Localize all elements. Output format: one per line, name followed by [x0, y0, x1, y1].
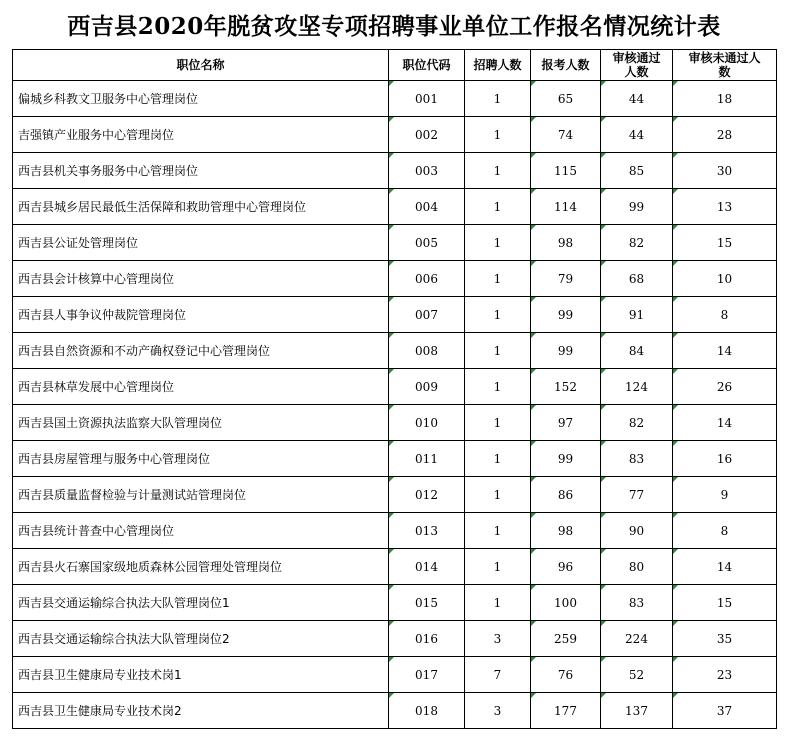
- cell-recruit: 1: [465, 81, 531, 117]
- cell-name: 西吉县卫生健康局专业技术岗2: [13, 693, 389, 729]
- cell-applied: 177: [531, 693, 601, 729]
- table-row: [13, 153, 777, 189]
- cell-code: 018: [389, 693, 465, 729]
- table-row: [13, 405, 777, 441]
- cell-name: 西吉县会计核算中心管理岗位: [13, 261, 389, 297]
- cell-recruit: 1: [465, 261, 531, 297]
- cell-failed: 8: [673, 297, 777, 333]
- cell-recruit: 1: [465, 369, 531, 405]
- cell-failed: 14: [673, 405, 777, 441]
- cell-recruit: 1: [465, 513, 531, 549]
- cell-code: 010: [389, 405, 465, 441]
- table-row: [13, 81, 777, 117]
- cell-name: 西吉县城乡居民最低生活保障和救助管理中心管理岗位: [13, 189, 389, 225]
- table-row: [13, 441, 777, 477]
- cell-passed: 83: [601, 585, 673, 621]
- cell-passed: 124: [601, 369, 673, 405]
- cell-passed: 82: [601, 405, 673, 441]
- cell-name: 西吉县统计普查中心管理岗位: [13, 513, 389, 549]
- cell-name: 西吉县卫生健康局专业技术岗1: [13, 657, 389, 693]
- cell-code: 004: [389, 189, 465, 225]
- cell-failed: 30: [673, 153, 777, 189]
- cell-name: 西吉县火石寨国家级地质森林公园管理处管理岗位: [13, 549, 389, 585]
- cell-name: 西吉县交通运输综合执法大队管理岗位1: [13, 585, 389, 621]
- cell-applied: 115: [531, 153, 601, 189]
- cell-applied: 86: [531, 477, 601, 513]
- cell-applied: 98: [531, 225, 601, 261]
- cell-passed: 82: [601, 225, 673, 261]
- cell-recruit: 1: [465, 477, 531, 513]
- cell-recruit: 1: [465, 333, 531, 369]
- table-row: [13, 297, 777, 333]
- cell-recruit: 1: [465, 117, 531, 153]
- cell-failed: 35: [673, 621, 777, 657]
- cell-code: 016: [389, 621, 465, 657]
- table-row: [13, 369, 777, 405]
- header-passed: [601, 50, 673, 81]
- cell-code: 009: [389, 369, 465, 405]
- cell-applied: 74: [531, 117, 601, 153]
- cell-code: 014: [389, 549, 465, 585]
- cell-failed: 37: [673, 693, 777, 729]
- cell-passed: 84: [601, 333, 673, 369]
- cell-failed: 23: [673, 657, 777, 693]
- cell-applied: 76: [531, 657, 601, 693]
- cell-applied: 152: [531, 369, 601, 405]
- cell-code: 012: [389, 477, 465, 513]
- cell-recruit: 1: [465, 297, 531, 333]
- cell-recruit: 3: [465, 621, 531, 657]
- cell-recruit: 1: [465, 441, 531, 477]
- cell-applied: 79: [531, 261, 601, 297]
- cell-passed: 91: [601, 297, 673, 333]
- cell-recruit: 7: [465, 657, 531, 693]
- header-name: 职位名称: [13, 50, 389, 81]
- cell-name: 西吉县公证处管理岗位: [13, 225, 389, 261]
- table-row: [13, 333, 777, 369]
- cell-failed: 10: [673, 261, 777, 297]
- header-code: 职位代码: [389, 50, 465, 81]
- cell-code: 013: [389, 513, 465, 549]
- cell-passed: 90: [601, 513, 673, 549]
- cell-code: 003: [389, 153, 465, 189]
- cell-failed: 8: [673, 513, 777, 549]
- cell-applied: 259: [531, 621, 601, 657]
- cell-applied: 99: [531, 441, 601, 477]
- cell-applied: 96: [531, 549, 601, 585]
- cell-code: 002: [389, 117, 465, 153]
- cell-code: 011: [389, 441, 465, 477]
- table-row: [13, 657, 777, 693]
- cell-recruit: 1: [465, 549, 531, 585]
- cell-recruit: 1: [465, 189, 531, 225]
- cell-passed: 44: [601, 81, 673, 117]
- cell-code: 008: [389, 333, 465, 369]
- cell-applied: 100: [531, 585, 601, 621]
- cell-failed: 14: [673, 333, 777, 369]
- cell-name: 西吉县国土资源执法监察大队管理岗位: [13, 405, 389, 441]
- cell-applied: 98: [531, 513, 601, 549]
- cell-passed: 52: [601, 657, 673, 693]
- cell-recruit: 1: [465, 153, 531, 189]
- page-title: 西吉县2020年脱贫攻坚专项招聘事业单位工作报名情况统计表: [67, 12, 721, 40]
- cell-name: 西吉县交通运输综合执法大队管理岗位2: [13, 621, 389, 657]
- table-row: [13, 549, 777, 585]
- table-row: [13, 513, 777, 549]
- table-row: [13, 693, 777, 729]
- header-passed-line1: 审核通过: [612, 51, 661, 65]
- cell-code: 005: [389, 225, 465, 261]
- statistics-table: [12, 49, 777, 729]
- table-row: [13, 261, 777, 297]
- cell-passed: 83: [601, 441, 673, 477]
- cell-name: 吉强镇产业服务中心管理岗位: [13, 117, 389, 153]
- table-row: [13, 117, 777, 153]
- cell-recruit: 1: [465, 585, 531, 621]
- cell-passed: 44: [601, 117, 673, 153]
- header-passed-line2: 人数: [624, 65, 649, 79]
- cell-recruit: 1: [465, 405, 531, 441]
- cell-applied: 99: [531, 333, 601, 369]
- cell-passed: 77: [601, 477, 673, 513]
- cell-passed: 68: [601, 261, 673, 297]
- cell-passed: 224: [601, 621, 673, 657]
- header-failed: [673, 50, 777, 81]
- cell-name: 西吉县人事争议仲裁院管理岗位: [13, 297, 389, 333]
- cell-name: 西吉县房屋管理与服务中心管理岗位: [13, 441, 389, 477]
- cell-passed: 137: [601, 693, 673, 729]
- cell-passed: 85: [601, 153, 673, 189]
- cell-applied: 65: [531, 81, 601, 117]
- cell-code: 007: [389, 297, 465, 333]
- cell-name: 西吉县自然资源和不动产确权登记中心管理岗位: [13, 333, 389, 369]
- table-body: [13, 81, 777, 729]
- cell-code: 015: [389, 585, 465, 621]
- cell-name: 西吉县质量监督检验与计量测试站管理岗位: [13, 477, 389, 513]
- cell-name: 西吉县林草发展中心管理岗位: [13, 369, 389, 405]
- table-row: [13, 585, 777, 621]
- cell-failed: 28: [673, 117, 777, 153]
- header-failed-line2: 数: [718, 65, 731, 79]
- cell-passed: 99: [601, 189, 673, 225]
- cell-failed: 14: [673, 549, 777, 585]
- cell-recruit: 3: [465, 693, 531, 729]
- cell-passed: 80: [601, 549, 673, 585]
- cell-failed: 13: [673, 189, 777, 225]
- cell-code: 001: [389, 81, 465, 117]
- cell-failed: 15: [673, 585, 777, 621]
- header-applied: 报考人数: [531, 50, 601, 81]
- cell-failed: 26: [673, 369, 777, 405]
- cell-failed: 18: [673, 81, 777, 117]
- table-row: [13, 189, 777, 225]
- table-row: [13, 225, 777, 261]
- cell-applied: 114: [531, 189, 601, 225]
- cell-recruit: 1: [465, 225, 531, 261]
- cell-name: 西吉县机关事务服务中心管理岗位: [13, 153, 389, 189]
- cell-code: 006: [389, 261, 465, 297]
- header-failed-line1: 审核未通过人: [688, 51, 761, 65]
- cell-failed: 16: [673, 441, 777, 477]
- cell-code: 017: [389, 657, 465, 693]
- cell-failed: 15: [673, 225, 777, 261]
- table-row: [13, 621, 777, 657]
- cell-name: 偏城乡科教文卫服务中心管理岗位: [13, 81, 389, 117]
- table-header-row: [13, 50, 777, 81]
- cell-applied: 99: [531, 297, 601, 333]
- cell-applied: 97: [531, 405, 601, 441]
- header-recruit: 招聘人数: [465, 50, 531, 81]
- table-row: [13, 477, 777, 513]
- cell-failed: 9: [673, 477, 777, 513]
